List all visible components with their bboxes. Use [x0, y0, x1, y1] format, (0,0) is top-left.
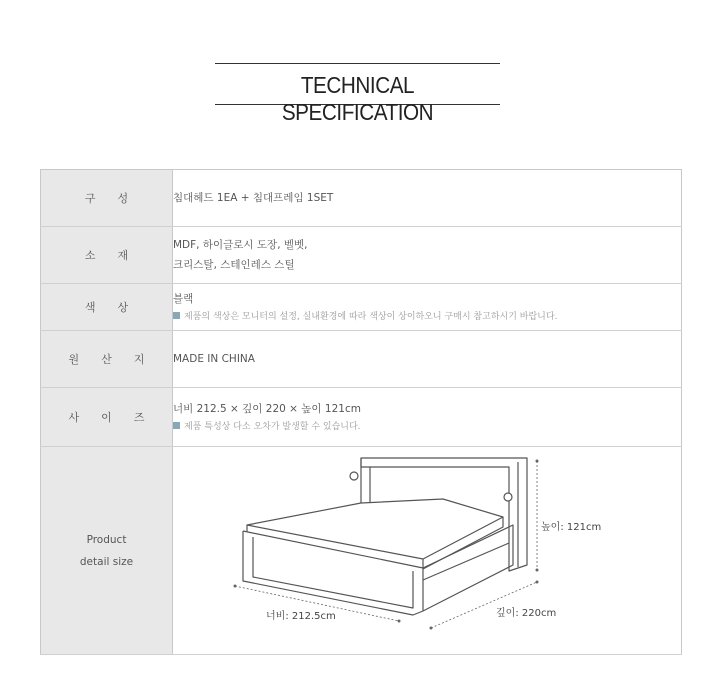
value-line: 크리스탈, 스테인레스 스틸: [173, 259, 295, 271]
notice-text: 제품 특성상 다소 오차가 발생할 수 있습니다.: [184, 422, 361, 432]
notice: [173, 419, 681, 435]
row-label: [41, 284, 173, 331]
note-square-icon: [173, 312, 180, 319]
label-char: 산: [101, 353, 112, 366]
label-char: 상: [117, 301, 129, 314]
bed-diagram: [173, 447, 681, 654]
label-char: 색: [84, 301, 96, 314]
notice-text: 제품의 색상은 모니터의 설정, 실내환경에 따라 색상이 상이하오니 구매시 참고하시기 바랍니다.: [184, 312, 558, 322]
row-value: [173, 388, 682, 447]
row-value: [173, 284, 682, 331]
row-value: [173, 227, 682, 284]
spec-row-size: [41, 388, 682, 447]
value-line: 침대헤드 1EA + 침대프레임 1SET: [173, 192, 334, 204]
detail-label-line: detail size: [79, 555, 134, 568]
label-char: 구: [84, 192, 96, 205]
value-line: MADE IN CHINA: [173, 353, 255, 365]
row-value: [173, 331, 682, 388]
row-label: [41, 331, 173, 388]
spec-table: [40, 169, 682, 655]
spec-row-material: [41, 227, 682, 284]
row-label: [41, 170, 173, 227]
spec-row-composition: [41, 170, 682, 227]
height-dimension: 높이: 121cm: [541, 522, 602, 533]
label-char: 사: [68, 411, 80, 424]
row-value: [173, 170, 682, 227]
note-square-icon: [173, 422, 180, 429]
value-line: MDF, 하이글로시 도장, 벨벳,: [173, 239, 308, 251]
spec-row-origin: [41, 331, 682, 388]
depth-dimension: 깊이: 220cm: [496, 608, 557, 619]
label-char: 즈: [133, 411, 145, 424]
spec-row-detail: [41, 447, 682, 655]
label-char: 이: [101, 411, 112, 424]
width-dimension: 너비: 212.5cm: [266, 611, 336, 622]
detail-label-line: Product: [86, 533, 127, 546]
row-label: [41, 227, 173, 284]
notice: [173, 309, 681, 325]
label-char: 지: [133, 353, 145, 366]
diagram-cell: [173, 447, 682, 655]
label-char: 성: [117, 192, 129, 205]
row-label: [41, 388, 173, 447]
label-char: 소: [84, 249, 96, 262]
value-line: 블랙: [173, 293, 194, 305]
title-box: [215, 63, 500, 125]
bed-illustration: [173, 447, 681, 654]
page-title: TECHNICAL SPECIFICATION: [281, 72, 434, 125]
value-line: 너비 212.5 × 깊이 220 × 높이 121cm: [173, 403, 361, 415]
label-char: 원: [68, 353, 80, 366]
label-char: 재: [117, 249, 129, 262]
spec-row-color: [41, 284, 682, 331]
detail-label: [41, 447, 173, 655]
